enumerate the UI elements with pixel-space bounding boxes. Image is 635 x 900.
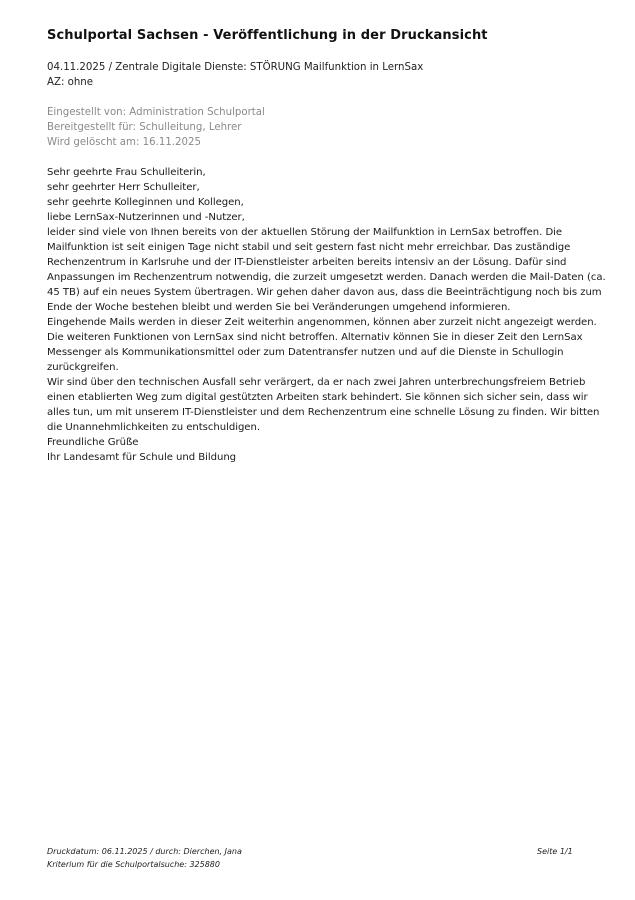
body-line: alles tun, um mit unserem IT-Dienstleister und dem Rechenzentrum eine schnelle Lösung zu finden. Wir bitten — [47, 407, 600, 418]
body-line: einen etablierten Weg zum digital gestützten Arbeiten stark behindert. Sie können sich sicher sein, dass wir — [47, 392, 588, 403]
body-line: zurückgreifen. — [47, 362, 119, 373]
announcement-headline: 04.11.2025 / Zentrale Digitale Dienste: STÖRUNG Mailfunktion in LernSax — [47, 62, 424, 73]
posted-by: Eingestellt von: Administration Schulportal — [47, 107, 265, 118]
body-line: Die weiteren Funktionen von LernSax sind nicht betroffen. Alternativ können Sie in dieser Zeit den LernSax — [47, 332, 583, 343]
page-number: Seite 1/1 — [537, 847, 573, 856]
reference-number: AZ: ohne — [47, 77, 94, 88]
body-line: Eingehende Mails werden in dieser Zeit weiterhin angenommen, können aber zurzeit nicht angezeigt werden. — [47, 317, 597, 328]
body-line: Wir sind über den technischen Ausfall sehr verärgert, da er nach zwei Jahren unterbrechungsfreiem Betrieb — [47, 377, 586, 388]
closing-greeting: Freundliche Grüße — [47, 437, 139, 448]
provided-for: Bereitgestellt für: Schulleitung, Lehrer — [47, 122, 242, 133]
body-line: 45 TB) auf ein neues System übertragen. Wir gehen daher davon aus, dass die Beeinträchtigung noch bis zum — [47, 287, 602, 298]
body-line: Messenger als Kommunikationsmittel oder zum Datentransfer nutzen und auf die Dienste in Schullogin — [47, 347, 564, 358]
body-line: Anpassungen im Rechenzentrum notwendig, die zurzeit umgesetzt werden. Danach werden die Mail-Daten (ca. — [47, 272, 606, 283]
body-line: Sehr geehrte Frau Schulleiterin, — [47, 167, 206, 178]
deletion-date: Wird gelöscht am: 16.11.2025 — [47, 137, 201, 148]
page-title: Schulportal Sachsen - Veröffentlichung in der Druckansicht — [47, 28, 488, 43]
search-criterion: Kriterium für die Schulportalsuche: 325880 — [47, 860, 220, 869]
body-line: Rechenzentrum in Karlsruhe und der IT-Dienstleister arbeiten bereits intensiv an der Lösung. Dafür sind — [47, 257, 567, 268]
body-line: Ende der Woche bestehen bleibt und werden Sie bei Veränderungen umgehend informieren. — [47, 302, 511, 313]
body-line: liebe LernSax-Nutzerinnen und -Nutzer, — [47, 212, 245, 223]
signature: Ihr Landesamt für Schule und Bildung — [47, 452, 237, 463]
body-line: leider sind viele von Ihnen bereits von der aktuellen Störung der Mailfunktion in LernSax betroffen. Die — [47, 227, 563, 238]
body-line: sehr geehrte Kolleginnen und Kollegen, — [47, 197, 244, 208]
print-info: Druckdatum: 06.11.2025 / durch: Dierchen, Jana — [47, 847, 242, 856]
body-line: Mailfunktion ist seit einigen Tage nicht stabil und seit gestern fast nicht mehr erreichbar. Das zuständige — [47, 242, 571, 253]
body-line: die Unannehmlichkeiten zu entschuldigen. — [47, 422, 260, 433]
body-line: sehr geehrter Herr Schulleiter, — [47, 182, 200, 193]
